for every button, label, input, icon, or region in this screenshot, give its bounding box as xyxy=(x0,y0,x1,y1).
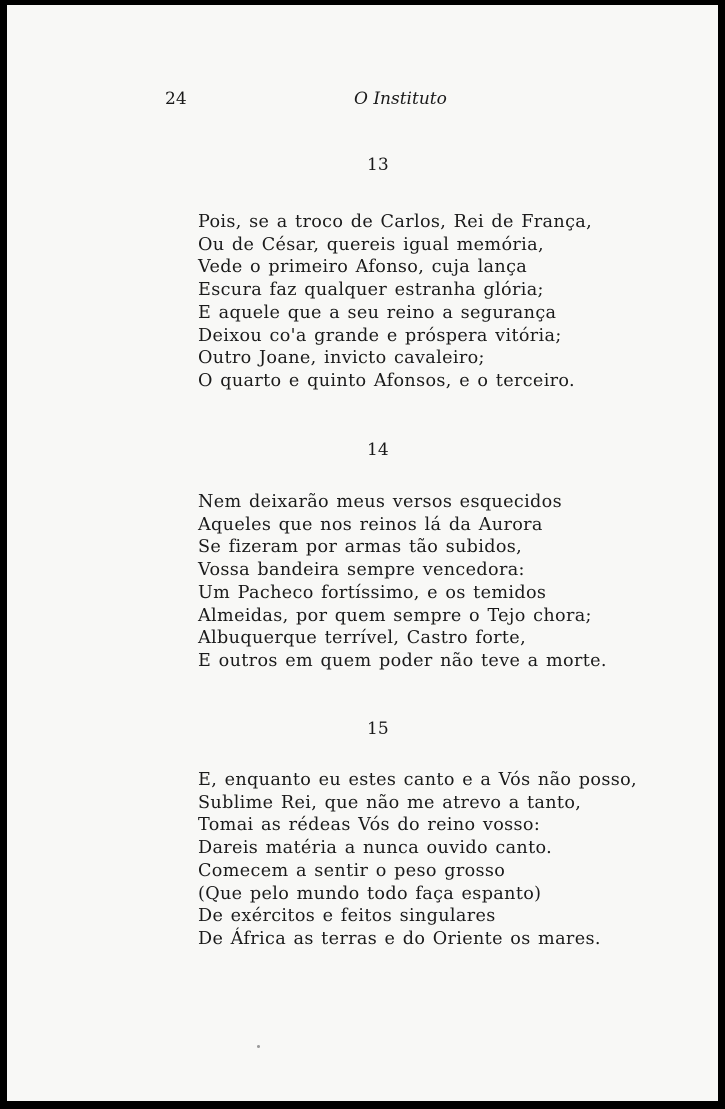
verse-line: Tomai as rédeas Vós do reino vosso: xyxy=(198,815,541,836)
running-title: O Instituto xyxy=(354,89,447,109)
verse-line: O quarto e quinto Afonsos, e o terceiro. xyxy=(198,370,576,391)
verse-line: Outro Joane, invicto cavaleiro; xyxy=(198,348,485,369)
verse-line: Dareis matéria a nunca ouvido canto. xyxy=(198,838,553,859)
verse-line: Pois, se a troco de Carlos, Rei de França, xyxy=(198,212,593,232)
stanza-number: 15 xyxy=(367,719,389,739)
verse-line: De África as terras e do Oriente os mares. xyxy=(198,928,601,949)
verse-line: Deixou co'a grande e próspera vitória; xyxy=(198,325,562,346)
verse-line: Aqueles que nos reinos lá da Aurora xyxy=(198,514,543,535)
verse-line: E aquele que a seu reino a segurança xyxy=(198,302,557,323)
stanza xyxy=(198,769,637,951)
ink-speck xyxy=(257,1045,260,1048)
verse-line: Ou de César, quereis igual memória, xyxy=(198,234,544,255)
page xyxy=(7,5,718,1101)
verse-line: (Que pelo mundo todo faça espanto) xyxy=(198,883,542,904)
verse-line: E, enquanto eu estes canto e a Vós não posso, xyxy=(198,770,637,790)
verse-line: Sublime Rei, que não me atrevo a tanto, xyxy=(198,792,582,813)
verse-line: Comecem a sentir o peso grosso xyxy=(198,860,506,881)
verse-line: Vede o primeiro Afonso, cuja lança xyxy=(198,257,528,278)
verse-line: Um Pacheco fortíssimo, e os temidos xyxy=(198,582,547,603)
stanza-number: 13 xyxy=(367,155,389,175)
stanza xyxy=(198,491,607,673)
verse-line: Escura faz qualquer estranha glória; xyxy=(198,280,544,301)
verse-line: Almeidas, por quem sempre o Tejo chora; xyxy=(198,605,592,626)
verse-line: Albuquerque terrível, Castro forte, xyxy=(198,628,527,649)
stanza xyxy=(198,211,592,393)
page-number: 24 xyxy=(165,89,187,109)
verse-line: Se fizeram por armas tão subidos, xyxy=(198,537,523,558)
verse-line: Vossa bandeira sempre vencedora: xyxy=(198,560,525,581)
verse-line: E outros em quem poder não teve a morte. xyxy=(198,650,607,671)
verse-line: Nem deixarão meus versos esquecidos xyxy=(198,492,562,512)
stanza-number: 14 xyxy=(367,440,389,460)
verse-line: De exércitos e feitos singulares xyxy=(198,906,496,927)
